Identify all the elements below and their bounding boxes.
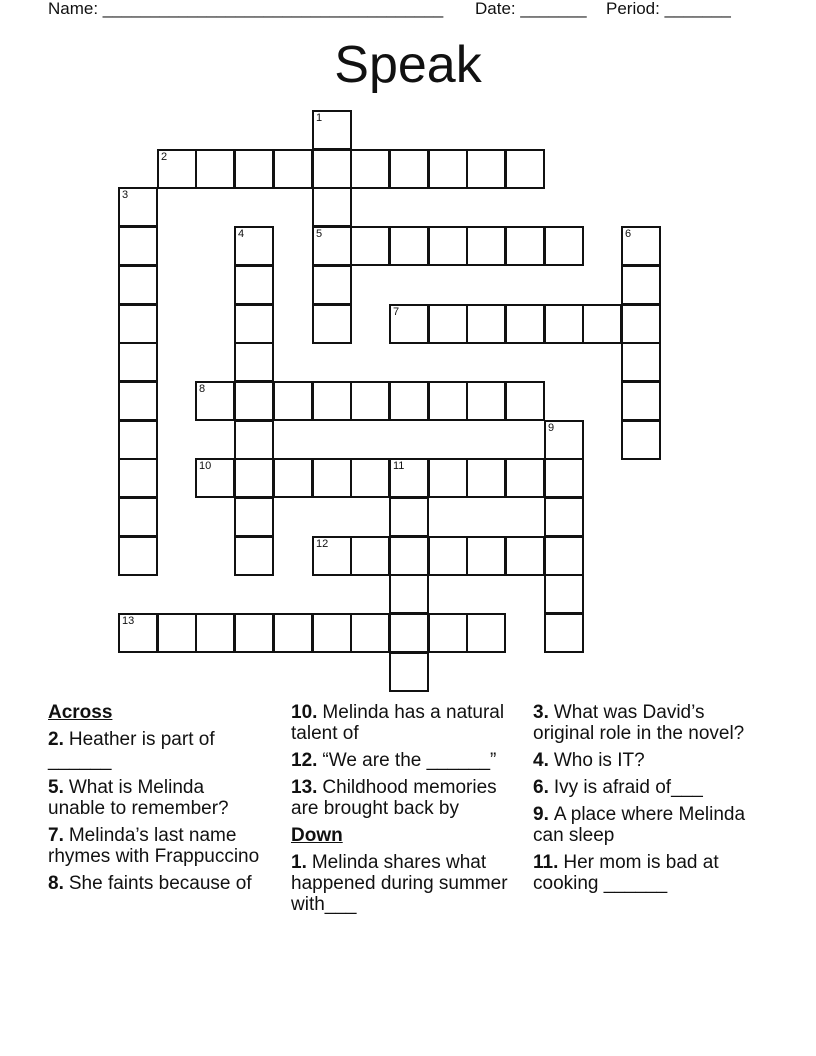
grid-cell[interactable] — [118, 497, 158, 537]
grid-cell[interactable] — [505, 536, 545, 576]
grid-cell[interactable] — [505, 149, 545, 189]
grid-cell[interactable] — [234, 304, 274, 344]
grid-cell[interactable] — [195, 149, 235, 189]
grid-cell[interactable] — [544, 458, 584, 498]
down-clue — [533, 804, 751, 846]
grid-cell[interactable] — [234, 149, 274, 189]
grid-cell[interactable] — [389, 652, 429, 692]
clue-number: 5. — [48, 777, 64, 798]
clue-number: 6. — [533, 777, 549, 798]
grid-cell[interactable] — [621, 420, 661, 460]
grid-cell[interactable] — [621, 304, 661, 344]
across-clue — [48, 873, 266, 894]
down-clue — [533, 852, 751, 894]
grid-cell[interactable] — [118, 265, 158, 305]
grid-cell[interactable] — [312, 381, 352, 421]
grid-cell[interactable] — [118, 420, 158, 460]
clue-number-label: 7 — [393, 306, 400, 318]
clue-text: Heather is part of ______ — [48, 729, 215, 771]
clue-number: 1. — [291, 852, 307, 873]
grid-cell[interactable] — [466, 149, 506, 189]
grid-cell[interactable] — [621, 342, 661, 382]
clue-number-label: 6 — [625, 228, 632, 240]
clue-number: 12. — [291, 750, 318, 771]
date-field-label[interactable]: Date: _______ — [475, 0, 587, 18]
grid-cell[interactable] — [428, 381, 468, 421]
grid-cell[interactable] — [312, 613, 352, 653]
clue-text: She faints because of — [68, 873, 252, 894]
grid-cell[interactable] — [389, 613, 429, 653]
clue-text: What is Melinda unable to remember? — [48, 777, 229, 819]
clue-number-label: 3 — [122, 189, 129, 201]
grid-cell[interactable] — [118, 613, 158, 653]
clue-text: A place where Melinda can sleep — [533, 804, 746, 846]
grid-cell[interactable] — [234, 420, 274, 460]
grid-cell[interactable] — [389, 149, 429, 189]
grid-cell[interactable] — [544, 420, 584, 460]
across-clue — [291, 777, 509, 819]
grid-cell[interactable] — [428, 458, 468, 498]
grid-cell[interactable] — [312, 304, 352, 344]
grid-cell[interactable] — [234, 226, 274, 266]
grid-cell[interactable] — [273, 149, 313, 189]
grid-cell[interactable] — [582, 304, 622, 344]
clue-number: 9. — [533, 804, 549, 825]
clue-text: Childhood memories are brought back by — [291, 777, 497, 819]
grid-cell[interactable] — [350, 536, 390, 576]
grid-cell[interactable] — [234, 265, 274, 305]
clue-number-label: 1 — [316, 112, 323, 124]
grid-cell[interactable] — [273, 613, 313, 653]
grid-cell[interactable] — [157, 149, 197, 189]
clue-text: “We are the ______” — [322, 750, 497, 771]
clue-number: 7. — [48, 825, 64, 846]
across-clue — [48, 777, 266, 819]
clue-text: Melinda shares what happened during summer with___ — [291, 852, 508, 915]
clue-number: 10. — [291, 702, 318, 723]
grid-cell[interactable] — [118, 304, 158, 344]
grid-cell[interactable] — [234, 613, 274, 653]
grid-cell[interactable] — [389, 497, 429, 537]
grid-cell[interactable] — [234, 342, 274, 382]
clue-text: What was David’s original role in the novel? — [533, 702, 745, 744]
clue-number-label: 5 — [316, 228, 323, 240]
grid-cell[interactable] — [466, 613, 506, 653]
grid-cell[interactable] — [118, 381, 158, 421]
grid-cell[interactable] — [118, 342, 158, 382]
grid-cell[interactable] — [389, 381, 429, 421]
grid-cell[interactable] — [312, 265, 352, 305]
grid-cell[interactable] — [544, 536, 584, 576]
grid-cell[interactable] — [118, 187, 158, 227]
grid-cell[interactable] — [234, 381, 274, 421]
period-field-label[interactable]: Period: _______ — [606, 0, 731, 18]
grid-cell[interactable] — [621, 381, 661, 421]
down-clue — [533, 750, 751, 771]
grid-cell[interactable] — [118, 458, 158, 498]
grid-cell[interactable] — [118, 536, 158, 576]
clue-column-2 — [291, 702, 509, 921]
down-clue — [533, 702, 751, 744]
grid-cell[interactable] — [350, 226, 390, 266]
grid-cell[interactable] — [312, 458, 352, 498]
clue-text: Melinda has a natural talent of — [291, 702, 505, 744]
grid-cell[interactable] — [350, 149, 390, 189]
grid-cell[interactable] — [505, 458, 545, 498]
clue-column-3 — [533, 702, 751, 900]
clue-number-label: 12 — [316, 538, 329, 550]
clue-number-label: 8 — [199, 383, 206, 395]
grid-cell[interactable] — [544, 613, 584, 653]
clue-number-label: 2 — [161, 151, 168, 163]
clue-text: Melinda’s last name rhymes with Frappuccino — [48, 825, 260, 867]
grid-cell[interactable] — [621, 265, 661, 305]
across-clue — [48, 825, 266, 867]
grid-cell[interactable] — [312, 149, 352, 189]
down-heading: Down — [291, 825, 343, 846]
grid-cell[interactable] — [389, 536, 429, 576]
grid-cell[interactable] — [505, 226, 545, 266]
clue-text: Her mom is bad at cooking ______ — [533, 852, 719, 894]
clue-number: 4. — [533, 750, 549, 771]
clue-number-label: 4 — [238, 228, 245, 240]
grid-cell[interactable] — [195, 458, 235, 498]
grid-cell[interactable] — [350, 458, 390, 498]
name-field-label[interactable]: Name: ____________________________________ — [48, 0, 444, 18]
grid-cell[interactable] — [118, 226, 158, 266]
grid-cell[interactable] — [466, 304, 506, 344]
grid-cell[interactable] — [312, 536, 352, 576]
grid-cell[interactable] — [234, 458, 274, 498]
down-clue — [533, 777, 751, 798]
clue-column-1 — [48, 702, 266, 900]
grid-cell[interactable] — [428, 226, 468, 266]
grid-cell[interactable] — [428, 536, 468, 576]
grid-cell[interactable] — [389, 574, 429, 614]
grid-cell[interactable] — [544, 574, 584, 614]
grid-cell[interactable] — [428, 149, 468, 189]
across-heading: Across — [48, 702, 113, 723]
across-clue — [291, 750, 509, 771]
grid-cell[interactable] — [466, 458, 506, 498]
grid-cell[interactable] — [389, 226, 429, 266]
clue-number-label: 10 — [199, 460, 212, 472]
grid-cell[interactable] — [466, 226, 506, 266]
clue-text: Who is IT? — [553, 750, 645, 771]
grid-cell[interactable] — [312, 226, 352, 266]
grid-cell[interactable] — [428, 304, 468, 344]
grid-cell[interactable] — [505, 381, 545, 421]
grid-cell[interactable] — [312, 110, 352, 150]
grid-cell[interactable] — [273, 458, 313, 498]
clue-number-label: 11 — [393, 460, 405, 472]
clue-number: 2. — [48, 729, 64, 750]
clue-number: 11. — [533, 852, 559, 873]
grid-cell[interactable] — [389, 304, 429, 344]
page-title: Speak — [334, 36, 482, 94]
grid-cell[interactable] — [544, 226, 584, 266]
clue-number-label: 9 — [548, 422, 555, 434]
grid-cell[interactable] — [350, 613, 390, 653]
grid-cell[interactable] — [621, 226, 661, 266]
grid-cell[interactable] — [544, 304, 584, 344]
clue-number: 3. — [533, 702, 549, 723]
grid-cell[interactable] — [195, 381, 235, 421]
clue-text: Ivy is afraid of___ — [553, 777, 703, 798]
across-clue — [48, 729, 266, 771]
grid-cell[interactable] — [428, 613, 468, 653]
grid-cell[interactable] — [195, 613, 235, 653]
grid-cell[interactable] — [505, 304, 545, 344]
grid-cell[interactable] — [466, 536, 506, 576]
grid-cell[interactable] — [312, 187, 352, 227]
grid-cell[interactable] — [234, 536, 274, 576]
clue-number: 8. — [48, 873, 64, 894]
grid-cell[interactable] — [157, 613, 197, 653]
grid-cell[interactable] — [544, 497, 584, 537]
grid-cell[interactable] — [389, 458, 429, 498]
down-clue — [291, 852, 509, 915]
across-clue — [291, 702, 509, 744]
grid-cell[interactable] — [273, 381, 313, 421]
grid-cell[interactable] — [234, 497, 274, 537]
grid-cell[interactable] — [350, 381, 390, 421]
clue-number-label: 13 — [122, 615, 135, 627]
clue-number: 13. — [291, 777, 318, 798]
grid-cell[interactable] — [466, 381, 506, 421]
